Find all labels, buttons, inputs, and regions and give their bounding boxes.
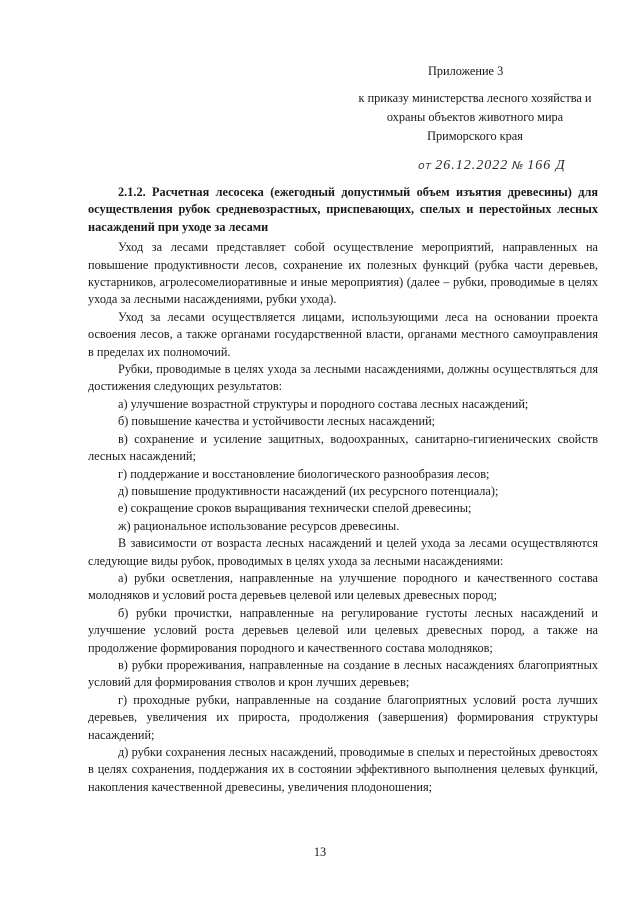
list-item: е) сокращение сроков выращивания технически спелой древесины; [118,501,472,516]
page-number: 13 [313,845,327,859]
appendix-header [330,62,620,175]
paragraph: В зависимости от возраста лесных насаждений и целей ухода за лесами осуществляются следующие виды рубок, проводимых в целях ухода за лесными насаждениями: [88,536,598,568]
number-prefix: № [511,159,524,172]
appendix-label: Приложение 3 [428,64,504,78]
list-item: г) поддержание и восстановление биологического разнообразия лесов; [118,466,490,481]
list-item: а) рубки осветления, направленные на улучшение породного и качественного состава молодняков и условий роста деревьев целевой или целевых древесных пород; [88,570,598,603]
order-line-2: охраны объектов животного мира [386,110,564,124]
handwritten-date: 26.12.2022 [435,158,509,173]
paragraph: Уход за лесами представляет собой осуществление мероприятий, направленных на повышение продуктивности лесов, сохранение их полезных функций (рубка части деревьев, кустарников, агролесомелиоративные и иные мероприятия) (далее – рубки, проводимые в целях ухода за лесными насаждениями, рубки ухода). [88,240,598,307]
list-item: ж) рациональное использование ресурсов древесины. [118,518,400,533]
section-title: 2.1.2. Расчетная лесосека (ежегодный допустимый объем изъятия древесины) для осуществления рубок средневозрастных, приспевающих, спелых и перестойных лесных насаждений при уходе за лесами [88,185,598,234]
order-line-1: к приказу министерства лесного хозяйства и [358,91,592,105]
list-item: д) рубки сохранения лесных насаждений, проводимые в спелых и перестойных древостоях в целях сохранения, поддержания их в состоянии эффективного выполнения целевых функций, накопления качественной древесины, увеличения плодоношения; [88,745,598,794]
order-date-number [330,156,620,175]
list-item: а) улучшение возрастной структуры и породного состава лесных насаждений; [118,396,529,411]
document-body [88,184,598,796]
list-item: д) повышение продуктивности насаждений (их ресурсного потенциала); [118,483,499,498]
paragraph: Рубки, проводимые в целях ухода за лесными насаждениями, должны осуществляться для достижения следующих результатов: [88,362,598,394]
list-item: б) повышение качества и устойчивости лесных насаждений; [118,414,436,429]
order-line-3: Приморского края [427,129,523,143]
handwritten-number: 166 Д [527,158,566,173]
paragraph: Уход за лесами осуществляется лицами, использующими леса на основании проекта освоения лесов, а также органами государственной власти, органами местного самоуправления в пределах их полномочий. [88,309,598,359]
list-item: г) проходные рубки, направленные на создание благоприятных условий роста лучших деревьев, увеличения их прироста, продолжения (завершения) формирования структуры насаждений; [88,692,598,742]
list-item: б) рубки прочистки, направленные на регулирование густоты лесных насаждений и улучшение условий роста деревьев целевой или целевых древесных пород, а также на продолжение формирования породного и качественного состава молодняков; [88,605,598,655]
list-item: в) рубки прореживания, направленные на создание в лесных насаждениях благоприятных условий для формирования стволов и крон лучших деревьев; [88,657,598,690]
date-prefix: от [418,159,432,172]
list-item: в) сохранение и усиление защитных, водоохранных, санитарно-гигиенических свойств лесных насаждений; [88,431,598,464]
